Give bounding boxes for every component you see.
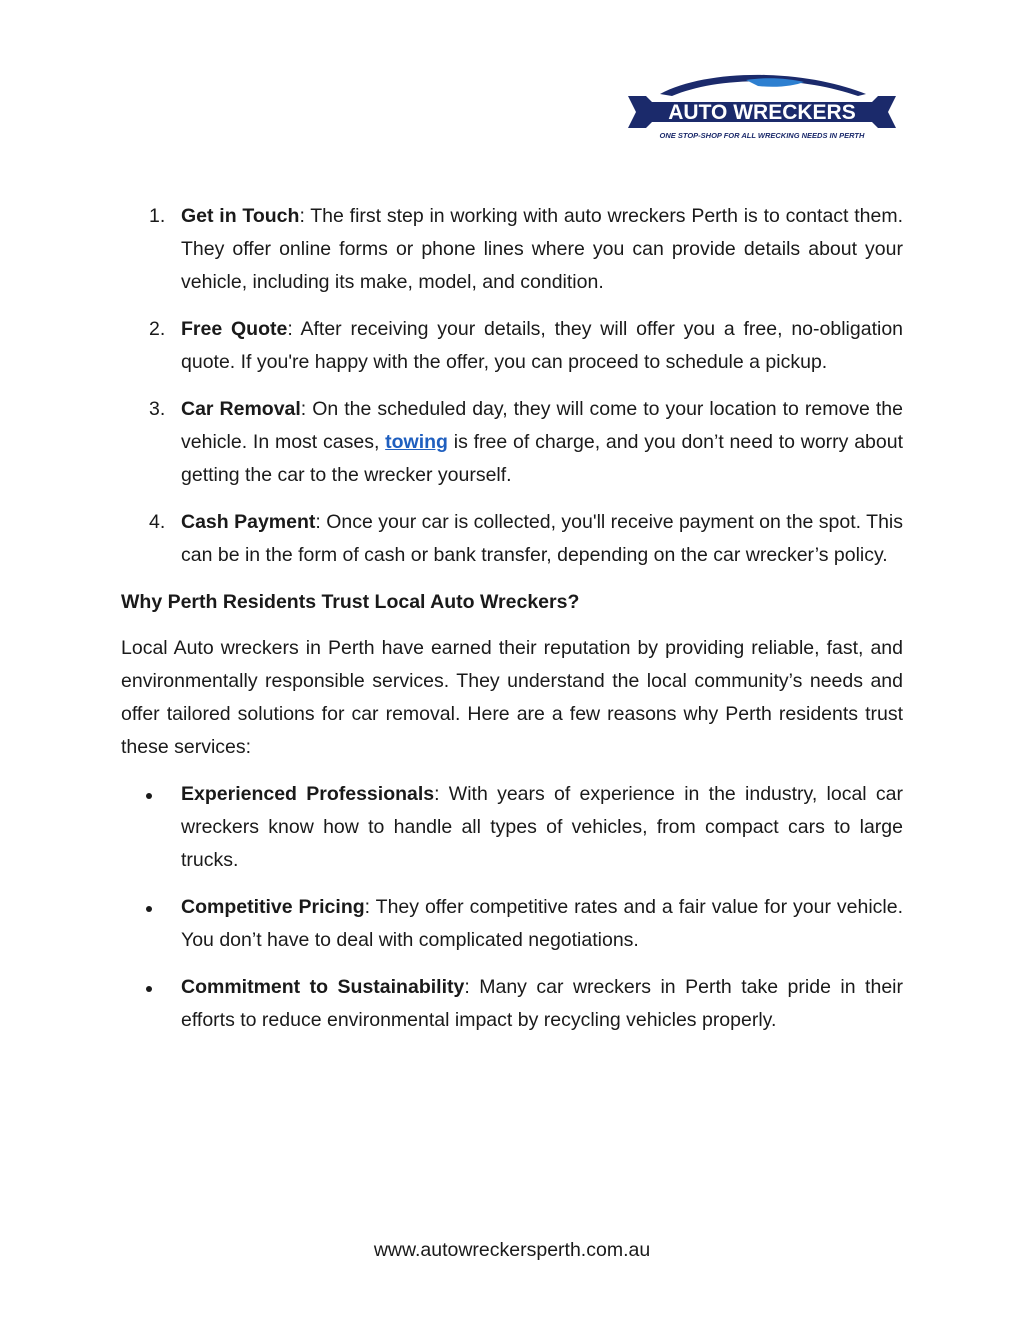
list-item xyxy=(121,506,903,572)
list-item xyxy=(121,393,903,492)
bullet-icon xyxy=(146,906,152,912)
step-text: : On the scheduled day, they will come to your location to remove the vehicle. In most cases, xyxy=(181,398,904,453)
steps-list xyxy=(121,200,903,572)
reason-title: Experienced Professionals xyxy=(181,783,435,805)
logo-tagline: ONE STOP-SHOP FOR ALL WRECKING NEEDS IN PERTH xyxy=(659,131,865,140)
towing-link[interactable]: towing xyxy=(385,431,448,453)
list-item xyxy=(121,313,903,379)
car-logo-icon xyxy=(626,72,898,146)
reasons-list xyxy=(121,778,903,1037)
list-item xyxy=(121,971,903,1037)
list-number: 3. xyxy=(149,398,166,420)
auto-wreckers-logo xyxy=(626,72,898,146)
list-number: 4. xyxy=(149,511,166,533)
intro-paragraph: Local Auto wreckers in Perth have earned their reputation by providing reliable, fast, and environmentally responsible services. They understand the local community’s needs and offer tailored solutions for car removal. Here are a few reasons why Perth residents trust these services: xyxy=(121,637,903,758)
step-text: : The first step in working with auto wreckers Perth is to contact them. They offer online forms or phone lines where you can provide details about your vehicle, including its make, model, and condition. xyxy=(181,205,904,293)
list-number: 1. xyxy=(149,205,166,227)
reason-text: : Many car wreckers in Perth take pride in their efforts to reduce environmental impact by recycling vehicles properly. xyxy=(181,976,903,1031)
reason-text: : They offer competitive rates and a fair value for your vehicle. You don’t have to deal with complicated negotiations. xyxy=(181,896,904,951)
list-number: 2. xyxy=(149,318,166,340)
bullet-icon xyxy=(146,986,152,992)
step-text-continued: is free of charge, and you don’t need to worry about getting the car to the wrecker yourself. xyxy=(181,431,903,486)
document-body xyxy=(121,200,903,1051)
step-title: Free Quote xyxy=(181,318,288,340)
list-item xyxy=(121,200,903,299)
step-title: Cash Payment xyxy=(181,511,316,533)
step-title: Car Removal xyxy=(181,398,301,420)
step-text: : Once your car is collected, you'll receive payment on the spot. This can be in the form of cash or bank transfer, depending on the car wrecker’s policy. xyxy=(181,511,903,566)
step-title: Get in Touch xyxy=(181,205,300,227)
footer-url: www.autowreckersperth.com.au xyxy=(373,1239,651,1261)
list-item xyxy=(121,778,903,877)
bullet-icon xyxy=(146,793,152,799)
reason-text: : With years of experience in the industry, local car wreckers know how to handle all types of vehicles, from compact cars to large trucks. xyxy=(181,783,903,871)
reason-title: Competitive Pricing xyxy=(181,896,365,918)
reason-title: Commitment to Sustainability xyxy=(181,976,465,998)
step-text: : After receiving your details, they will offer you a free, no-obligation quote. If you're happy with the offer, you can proceed to schedule a pickup. xyxy=(181,318,904,373)
section-heading: Why Perth Residents Trust Local Auto Wreckers? xyxy=(121,591,580,613)
list-item xyxy=(121,891,903,957)
logo-brand-text: AUTO WRECKERS xyxy=(668,101,856,124)
